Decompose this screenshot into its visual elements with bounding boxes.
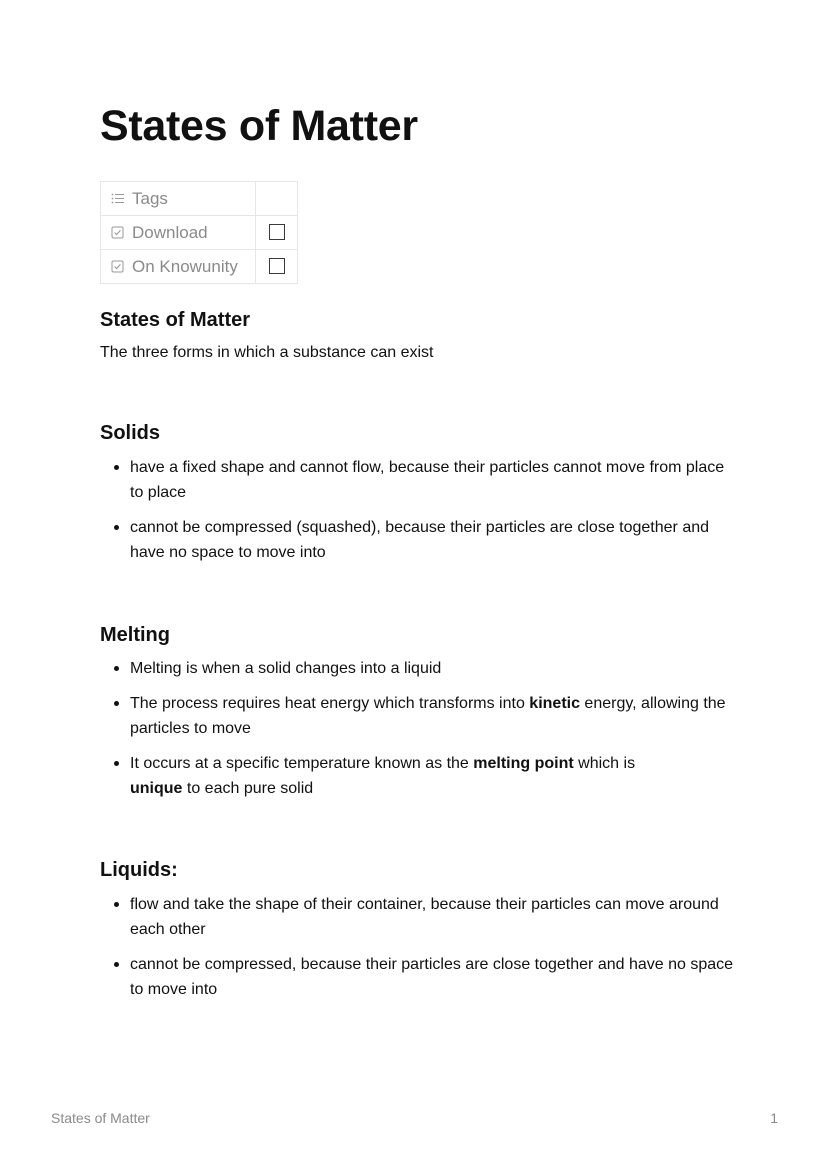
property-key[interactable]	[101, 182, 256, 216]
checkbox-property-icon	[111, 260, 124, 273]
section-heading-solids: Solids	[100, 422, 161, 444]
bullet-icon	[114, 701, 119, 706]
property-row-tags	[101, 182, 298, 216]
list-item-text: which is	[573, 755, 636, 772]
properties-table	[100, 181, 298, 284]
page-number: 1	[770, 1110, 778, 1126]
list-item-text: The process requires heat energy which transforms into	[130, 695, 530, 712]
list-item-text: cannot be compressed (squashed), because their particles are close together and have no space to move into	[130, 519, 710, 561]
list-item-text: Melting is when a solid changes into a liquid	[130, 660, 442, 677]
solids-list	[100, 455, 740, 575]
liquids-list	[100, 892, 740, 1012]
list-item-text: cannot be compressed, because their particles are close together and have no space to move into	[130, 956, 734, 998]
section-heading-states-of-matter: States of Matter	[100, 309, 251, 331]
property-key[interactable]	[101, 250, 256, 284]
property-row-download	[101, 216, 298, 250]
property-value-tags[interactable]	[256, 182, 298, 216]
bullet-icon	[114, 465, 119, 470]
list-item	[100, 892, 740, 942]
download-checkbox[interactable]	[269, 224, 285, 240]
list-item-text: It occurs at a specific temperature known as the	[130, 755, 474, 772]
page-title: States of Matter	[100, 102, 418, 150]
list-item	[100, 952, 740, 1002]
list-item-text: to each pure solid	[182, 780, 314, 797]
list-item	[100, 751, 650, 801]
property-label-download: Download	[132, 222, 208, 242]
bold-term-unique: unique	[130, 780, 183, 797]
list-item	[100, 656, 740, 681]
on-knowunity-checkbox[interactable]	[269, 258, 285, 274]
list-item-text: have a fixed shape and cannot flow, because their particles cannot move from place to place	[130, 459, 725, 501]
list-item	[100, 455, 740, 505]
property-label-on-knowunity: On Knowunity	[132, 256, 238, 276]
footer-title: States of Matter	[51, 1110, 150, 1126]
list-icon	[111, 192, 124, 205]
bullet-icon	[114, 525, 119, 530]
bullet-icon	[114, 666, 119, 671]
bold-term-melting-point: melting point	[473, 755, 574, 772]
section-paragraph: The three forms in which a substance can exist	[100, 344, 434, 361]
property-row-on-knowunity	[101, 250, 298, 284]
bullet-icon	[114, 761, 119, 766]
bullet-icon	[114, 962, 119, 967]
property-value-on-knowunity	[256, 250, 298, 284]
bold-term-kinetic: kinetic	[529, 695, 580, 712]
property-label-tags: Tags	[132, 188, 168, 208]
section-heading-melting: Melting	[100, 624, 170, 646]
section-heading-liquids: Liquids:	[100, 859, 178, 881]
list-item-text: energy, allowing the particles to move	[130, 695, 726, 737]
list-item	[100, 515, 740, 565]
list-item-text: flow and take the shape of their container, because their particles can move around each other	[130, 896, 719, 938]
property-key[interactable]	[101, 216, 256, 250]
melting-list	[100, 656, 740, 811]
bullet-icon	[114, 902, 119, 907]
property-value-download	[256, 216, 298, 250]
checkbox-property-icon	[111, 226, 124, 239]
list-item	[100, 691, 740, 741]
